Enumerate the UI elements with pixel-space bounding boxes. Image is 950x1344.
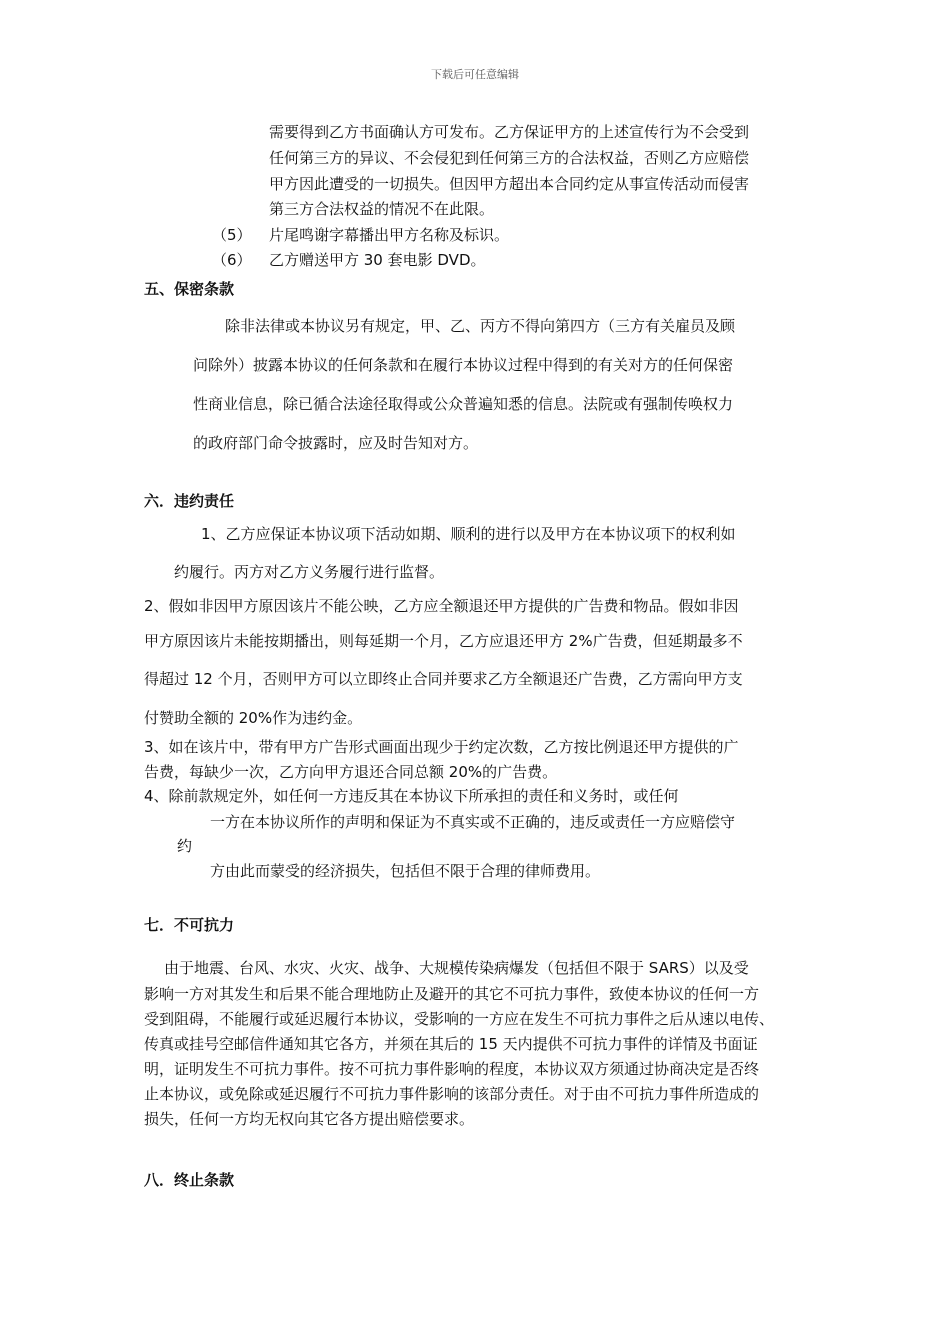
paragraph-line: 约履行。丙方对乙方义务履行进行监督。 bbox=[174, 563, 445, 581]
paragraph-line: 止本协议，或免除或延迟履行不可抗力事件影响的该部分责任。对于由不可抗力事件所造成的 bbox=[144, 1085, 760, 1103]
item-number: （5） bbox=[212, 226, 252, 244]
paragraph-line: 影响一方对其发生和后果不能合理地防止及避开的其它不可抗力事件，致使本协议的任何一方 bbox=[144, 985, 760, 1003]
section-heading: 六．违约责任 bbox=[144, 492, 235, 510]
paragraph-line: 传真或挂号空邮信件通知其它各方，并须在其后的 15 天内提供不可抗力事件的详情及书面证 bbox=[144, 1035, 758, 1053]
page-header: 下载后可任意编辑 bbox=[431, 68, 519, 81]
item-text: 乙方赠送甲方 30 套电影 DVD。 bbox=[269, 251, 486, 269]
paragraph-line: 问除外）披露本协议的任何条款和在履行本协议过程中得到的有关对方的任何保密 bbox=[193, 356, 734, 374]
paragraph-line: 1、乙方应保证本协议项下活动如期、顺利的进行以及甲方在本协议项下的权利如 bbox=[201, 525, 736, 543]
item-text: 片尾鸣谢字幕播出甲方名称及标识。 bbox=[269, 226, 510, 244]
paragraph-line: 付赞助全额的 20%作为违约金。 bbox=[144, 709, 363, 727]
paragraph-line: 4、除前款规定外，如任何一方违反其在本协议下所承担的责任和义务时，或任何 bbox=[144, 787, 679, 805]
paragraph-line: 约 bbox=[177, 837, 193, 855]
paragraph-line: 的政府部门命令披露时，应及时告知对方。 bbox=[193, 434, 479, 452]
paragraph-line: 得超过 12 个月，否则甲方可以立即终止合同并要求乙方全额退还广告费，乙方需向甲方支 bbox=[144, 670, 743, 688]
paragraph-line: 性商业信息，除已循合法途径取得或公众普遍知悉的信息。法院或有强制传唤权力 bbox=[193, 395, 734, 413]
paragraph-line: 需要得到乙方书面确认方可发布。乙方保证甲方的上述宣传行为不会受到 bbox=[269, 123, 750, 141]
paragraph-line: 任何第三方的异议、不会侵犯到任何第三方的合法权益，否则乙方应赔偿 bbox=[269, 149, 750, 167]
section-heading: 七．不可抗力 bbox=[144, 916, 235, 934]
section-heading: 八．终止条款 bbox=[144, 1171, 235, 1189]
paragraph-line: 第三方合法权益的情况不在此限。 bbox=[269, 200, 495, 218]
paragraph-line: 3、如在该片中，带有甲方广告形式画面出现少于约定次数，乙方按比例退还甲方提供的广 bbox=[144, 738, 739, 756]
paragraph-line: 告费，每缺少一次，乙方向甲方退还合同总额 20%的广告费。 bbox=[144, 763, 558, 781]
item-number: （6） bbox=[212, 251, 252, 269]
paragraph-line: 方由此而蒙受的经济损失，包括但不限于合理的律师费用。 bbox=[210, 862, 601, 880]
paragraph-line: 2、假如非因甲方原因该片不能公映，乙方应全额退还甲方提供的广告费和物品。假如非因 bbox=[144, 597, 739, 615]
paragraph-line: 甲方原因该片未能按期播出，则每延期一个月，乙方应退还甲方 2%广告费，但延期最多不 bbox=[144, 632, 743, 650]
paragraph-line: 由于地震、台风、水灾、火灾、战争、大规模传染病爆发（包括但不限于 SARS）以及受 bbox=[164, 959, 749, 977]
paragraph-line: 明，证明发生不可抗力事件。按不可抗力事件影响的程度，本协议双方须通过协商决定是否终 bbox=[144, 1060, 760, 1078]
section-heading: 五、保密条款 bbox=[144, 280, 235, 298]
paragraph-line: 受到阻碍，不能履行或延迟履行本协议，受影响的一方应在发生不可抗力事件之后从速以电传、 bbox=[144, 1010, 775, 1028]
paragraph-line: 除非法律或本协议另有规定，甲、乙、丙方不得向第四方（三方有关雇员及顾 bbox=[225, 317, 736, 335]
paragraph-line: 损失，任何一方均无权向其它各方提出赔偿要求。 bbox=[144, 1110, 475, 1128]
paragraph-line: 甲方因此遭受的一切损失。但因甲方超出本合同约定从事宣传活动而侵害 bbox=[269, 175, 750, 193]
paragraph-line: 一方在本协议所作的声明和保证为不真实或不正确的，违反或责任一方应赔偿守 bbox=[210, 813, 736, 831]
